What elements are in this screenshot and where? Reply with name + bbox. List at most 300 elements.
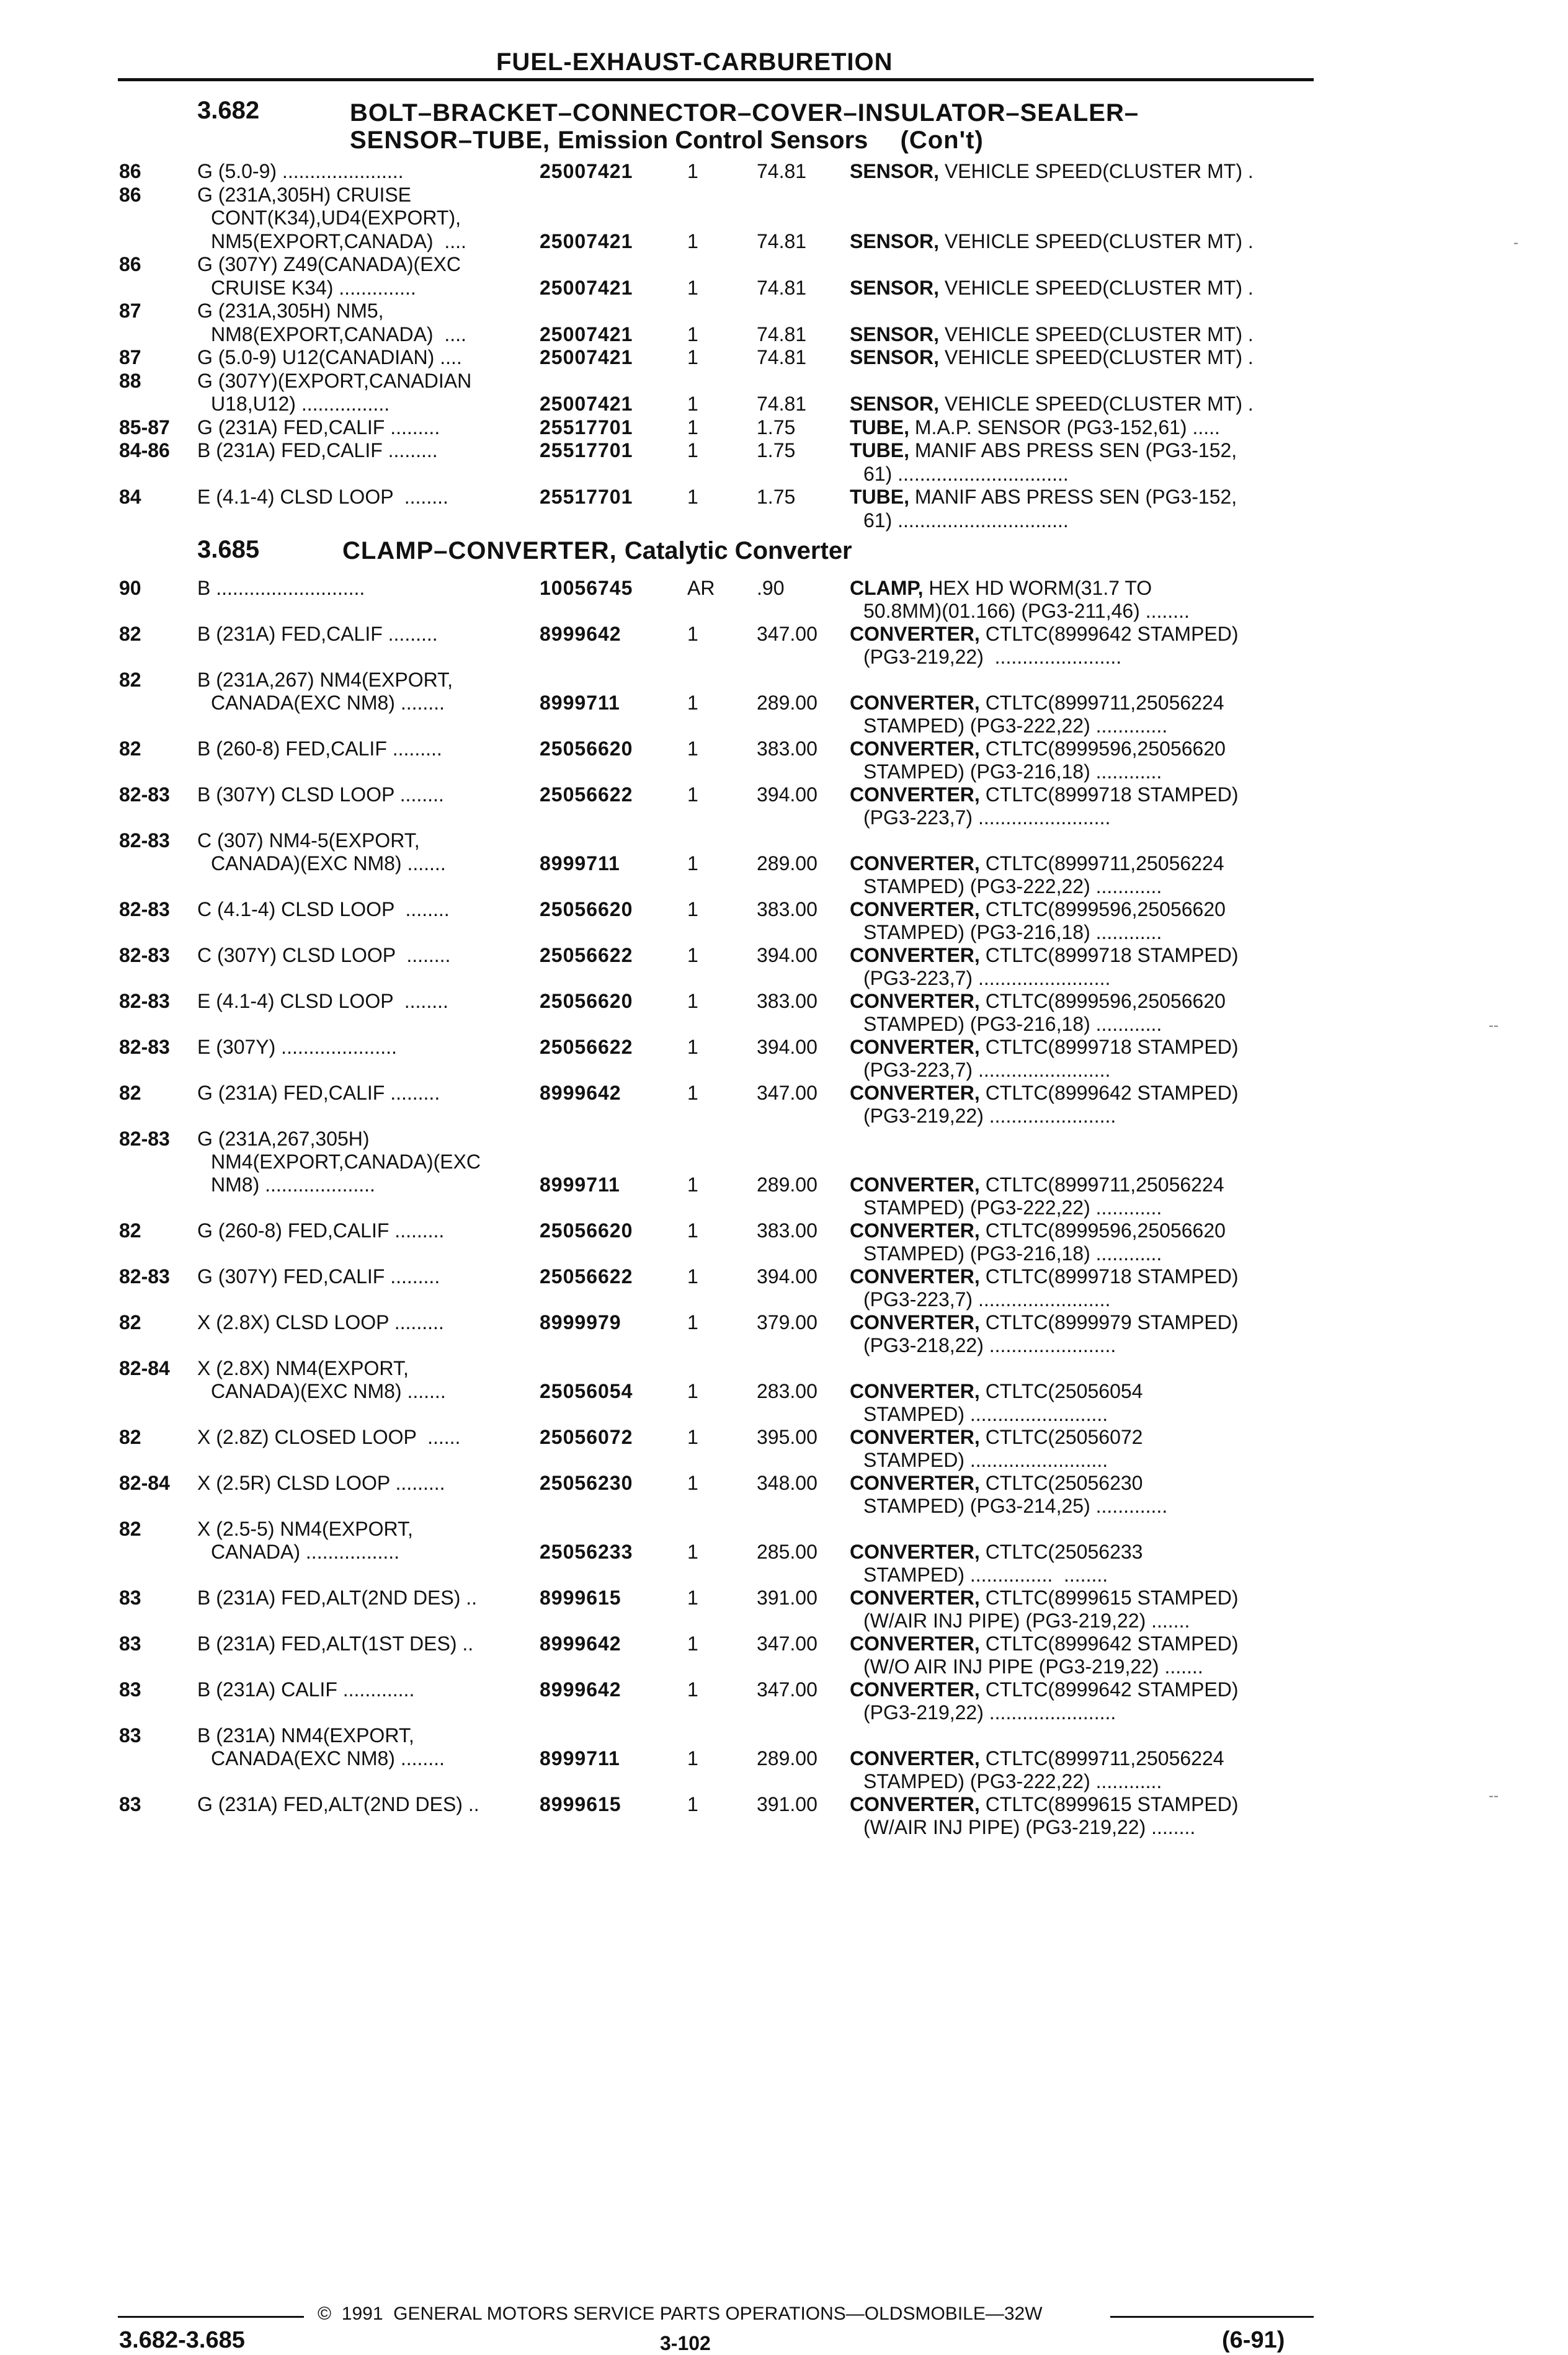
part-name-detail: HEX HD WORM(31.7 TO xyxy=(923,577,1152,599)
price: 383.00 xyxy=(757,990,817,1012)
price: .90 xyxy=(757,577,785,599)
price: 74.81 xyxy=(757,346,807,368)
part-number: 8999642 xyxy=(540,1082,621,1104)
part-name xyxy=(850,416,1220,439)
application-text: B (231A) NM4(EXPORT, xyxy=(197,1724,414,1747)
header-rule xyxy=(118,78,1314,81)
quantity: 1 xyxy=(687,692,698,714)
application-text: B (231A,267) NM4(EXPORT, xyxy=(197,669,453,691)
part-number: 25517701 xyxy=(540,416,633,439)
application-text: C (307) NM4-5(EXPORT, xyxy=(197,829,420,852)
quantity: 1 xyxy=(687,1311,698,1333)
quantity: 1 xyxy=(687,160,698,182)
model-year: 82 xyxy=(119,623,141,645)
part-name-continued: 50.8MM)(01.166) (PG3-211,46) ........ xyxy=(863,600,1190,622)
part-name-continued: STAMPED) (PG3-216,18) ............ xyxy=(863,1013,1162,1035)
price: 383.00 xyxy=(757,737,817,760)
model-year: 83 xyxy=(119,1632,141,1655)
part-name xyxy=(850,623,1239,645)
part-name-keyword: CONVERTER, xyxy=(850,1082,980,1104)
application-text: CONT(K34),UD4(EXPORT), xyxy=(211,207,461,229)
model-year: 82-83 xyxy=(119,1128,170,1150)
quantity: 1 xyxy=(687,737,698,760)
part-number: 25056622 xyxy=(540,1036,633,1058)
price: 289.00 xyxy=(757,852,817,875)
application-text: CANADA)(EXC NM8) ....... xyxy=(211,1380,452,1402)
part-name-continued: (PG3-223,7) ........................ xyxy=(863,967,1111,989)
part-name-continued: (PG3-219,22) ....................... xyxy=(863,1105,1116,1127)
quantity: 1 xyxy=(687,1173,698,1196)
part-name-keyword: CONVERTER, xyxy=(850,944,980,966)
part-name xyxy=(850,1173,1224,1196)
application-text: CANADA(EXC NM8) ........ xyxy=(211,692,450,714)
price: 283.00 xyxy=(757,1380,817,1402)
quantity: 1 xyxy=(687,990,698,1012)
part-number: 25517701 xyxy=(540,439,633,461)
model-year: 82 xyxy=(119,737,141,760)
part-name-keyword: SENSOR, xyxy=(850,393,940,415)
part-name-keyword: CONVERTER, xyxy=(850,737,980,760)
part-number: 8999615 xyxy=(540,1587,621,1609)
application-text: NM8(EXPORT,CANADA) .... xyxy=(211,323,472,345)
price: 391.00 xyxy=(757,1587,817,1609)
part-name xyxy=(850,692,1224,714)
application-text: C (4.1-4) CLSD LOOP ........ xyxy=(197,898,455,920)
model-year: 83 xyxy=(119,1587,141,1609)
part-name-detail: CTLTC(8999642 STAMPED) xyxy=(979,1678,1239,1701)
part-name-detail: CTLTC(8999711,25056224 xyxy=(979,852,1224,875)
price: 74.81 xyxy=(757,229,807,252)
application-text: E (4.1-4) CLSD LOOP ........ xyxy=(197,990,454,1012)
part-name-keyword: SENSOR, xyxy=(850,276,940,299)
part-name-continued: 61) ............................... xyxy=(863,462,1069,485)
model-year: 87 xyxy=(119,300,141,322)
part-name-keyword: CONVERTER, xyxy=(850,1219,980,1242)
application-text: CANADA) ................. xyxy=(211,1541,405,1563)
price: 395.00 xyxy=(757,1426,817,1448)
part-number: 25056622 xyxy=(540,783,633,806)
part-name-keyword: SENSOR, xyxy=(850,323,940,345)
part-name-continued: STAMPED) (PG3-214,25) ............. xyxy=(863,1495,1168,1517)
application-text: B (231A) FED,CALIF ......... xyxy=(197,439,443,461)
part-name xyxy=(850,1472,1143,1494)
section-title xyxy=(350,99,1139,154)
part-name-keyword: CONVERTER, xyxy=(850,1747,980,1770)
part-name xyxy=(850,230,1254,252)
part-number: 25007421 xyxy=(540,393,633,415)
application-text: G (231A) FED,CALIF ......... xyxy=(197,416,446,439)
part-name-continued: (W/AIR INJ PIPE) (PG3-219,22) ........ xyxy=(863,1816,1196,1838)
section-number-2: 3.685 xyxy=(197,536,260,563)
application-text: B (260-8) FED,CALIF ......... xyxy=(197,737,448,760)
quantity: 1 xyxy=(687,393,698,415)
part-name xyxy=(850,393,1254,415)
section-title-2 xyxy=(342,537,852,564)
part-name xyxy=(850,1265,1239,1288)
model-year: 82-83 xyxy=(119,783,170,806)
quantity: 1 xyxy=(687,486,698,508)
application-text: X (2.5-5) NM4(EXPORT, xyxy=(197,1518,413,1540)
model-year: 82-83 xyxy=(119,944,170,966)
application-text: G (260-8) FED,CALIF ......... xyxy=(197,1219,450,1242)
price: 74.81 xyxy=(757,323,807,345)
part-number: 25056054 xyxy=(540,1380,633,1402)
part-name xyxy=(850,898,1226,920)
part-name-continued: STAMPED) (PG3-222,22) ............ xyxy=(863,875,1162,897)
part-name xyxy=(850,277,1254,299)
part-name-detail: CTLTC(8999596,25056620 xyxy=(979,990,1226,1012)
part-name-detail: CTLTC(8999642 STAMPED) xyxy=(979,623,1239,645)
model-year: 83 xyxy=(119,1724,141,1747)
part-name xyxy=(850,1036,1239,1058)
footer-page-number: 3-102 xyxy=(660,2332,711,2354)
price: 379.00 xyxy=(757,1311,817,1333)
part-name xyxy=(850,577,1152,599)
part-name-keyword: CONVERTER, xyxy=(850,990,980,1012)
part-name xyxy=(850,737,1226,760)
price: 1.75 xyxy=(757,439,796,461)
part-name xyxy=(850,346,1254,368)
part-name-detail: CTLTC(8999979 STAMPED) xyxy=(979,1311,1239,1333)
part-number: 25056620 xyxy=(540,1219,633,1242)
quantity: 1 xyxy=(687,1587,698,1609)
price: 289.00 xyxy=(757,1173,817,1196)
part-name-detail: CTLTC(25056054 xyxy=(979,1380,1143,1402)
quantity: 1 xyxy=(687,276,698,299)
part-name-keyword: TUBE, xyxy=(850,416,909,439)
part-number: 8999979 xyxy=(540,1311,621,1333)
part-name-detail: CTLTC(8999615 STAMPED) xyxy=(979,1793,1239,1815)
part-number: 25056620 xyxy=(540,898,633,920)
part-name-keyword: SENSOR, xyxy=(850,160,940,182)
model-year: 86 xyxy=(119,183,141,206)
part-name-continued: STAMPED) (PG3-216,18) ............ xyxy=(863,1242,1162,1265)
quantity: 1 xyxy=(687,783,698,806)
part-name-detail: CTLTC(8999711,25056224 xyxy=(979,1747,1224,1770)
quantity: 1 xyxy=(687,416,698,439)
price: 347.00 xyxy=(757,1082,817,1104)
part-name-keyword: CONVERTER, xyxy=(850,852,980,875)
part-name-continued: (PG3-219,22) ....................... xyxy=(863,1701,1116,1724)
application-text: X (2.5R) CLSD LOOP ......... xyxy=(197,1472,451,1494)
quantity: 1 xyxy=(687,1541,698,1563)
price: 394.00 xyxy=(757,1265,817,1288)
price: 289.00 xyxy=(757,1747,817,1770)
part-name-detail: CTLTC(8999711,25056224 xyxy=(979,1173,1224,1196)
price: 348.00 xyxy=(757,1472,817,1494)
part-name-detail: MANIF ABS PRESS SEN (PG3-152, xyxy=(909,486,1237,508)
part-name xyxy=(850,160,1254,182)
part-name-continued: (W/O AIR INJ PIPE (PG3-219,22) ....... xyxy=(863,1655,1203,1678)
part-number: 8999711 xyxy=(540,1173,620,1196)
part-number: 8999711 xyxy=(540,1747,620,1770)
model-year: 86 xyxy=(119,160,141,182)
price: 394.00 xyxy=(757,783,817,806)
part-number: 8999642 xyxy=(540,1632,621,1655)
model-year: 82-84 xyxy=(119,1357,170,1379)
part-name-continued: 61) ............................... xyxy=(863,509,1069,532)
quantity: 1 xyxy=(687,1380,698,1402)
quantity: 1 xyxy=(687,1426,698,1448)
part-name-continued: STAMPED) (PG3-216,18) ............ xyxy=(863,760,1162,783)
application-text: G (307Y) Z49(CANADA)(EXC xyxy=(197,253,461,275)
part-number: 25056620 xyxy=(540,737,633,760)
part-name-detail: MANIF ABS PRESS SEN (PG3-152, xyxy=(909,439,1237,461)
part-name-detail: CTLTC(8999718 STAMPED) xyxy=(979,1036,1239,1058)
part-number: 25007421 xyxy=(540,160,633,182)
part-name xyxy=(850,1219,1226,1242)
application-text: X (2.8Z) CLOSED LOOP ...... xyxy=(197,1426,466,1448)
model-year: 87 xyxy=(119,346,141,368)
part-name-keyword: CLAMP, xyxy=(850,577,924,599)
model-year: 82-83 xyxy=(119,898,170,920)
footer-section-range: 3.682-3.685 xyxy=(119,2327,245,2353)
price: 383.00 xyxy=(757,898,817,920)
part-name-detail: CTLTC(8999711,25056224 xyxy=(979,692,1224,714)
application-text: G (5.0-9) U12(CANADIAN) .... xyxy=(197,346,468,368)
part-name xyxy=(850,944,1239,966)
part-name-continued: STAMPED) ......................... xyxy=(863,1403,1108,1425)
application-text: X (2.8X) NM4(EXPORT, xyxy=(197,1357,409,1379)
part-name-keyword: CONVERTER, xyxy=(850,1380,980,1402)
application-text: G (231A) FED,CALIF ......... xyxy=(197,1082,446,1104)
part-number: 25517701 xyxy=(540,486,633,508)
part-name-detail: CTLTC(8999596,25056620 xyxy=(979,1219,1226,1242)
part-number: 25056622 xyxy=(540,944,633,966)
page-header: FUEL-EXHAUST-CARBURETION xyxy=(496,48,893,76)
part-name-detail: CTLTC(25056230 xyxy=(979,1472,1143,1494)
quantity: 1 xyxy=(687,1747,698,1770)
part-number: 25056072 xyxy=(540,1426,633,1448)
part-name-keyword: CONVERTER, xyxy=(850,898,980,920)
part-name-detail: CTLTC(8999615 STAMPED) xyxy=(979,1587,1239,1609)
part-number: 10056745 xyxy=(540,577,633,599)
part-name xyxy=(850,1793,1239,1815)
quantity: 1 xyxy=(687,1793,698,1815)
part-name xyxy=(850,1587,1239,1609)
application-text: G (307Y)(EXPORT,CANADIAN xyxy=(197,369,472,392)
application-text: B (231A) FED,CALIF ......... xyxy=(197,623,443,645)
quantity: 1 xyxy=(687,1082,698,1104)
part-name xyxy=(850,323,1254,345)
part-number: 25056622 xyxy=(540,1265,633,1288)
price: 1.75 xyxy=(757,486,796,508)
quantity: 1 xyxy=(687,1472,698,1494)
model-year: 82 xyxy=(119,1518,141,1540)
model-year: 82-84 xyxy=(119,1472,170,1494)
part-name xyxy=(850,439,1237,461)
part-name-continued: (PG3-223,7) ........................ xyxy=(863,1288,1111,1311)
quantity: 1 xyxy=(687,1036,698,1058)
application-text: B (231A) FED,ALT(1ST DES) .. xyxy=(197,1632,479,1655)
part-number: 8999642 xyxy=(540,623,621,645)
part-number: 8999711 xyxy=(540,692,620,714)
part-number: 8999642 xyxy=(540,1678,621,1701)
quantity: 1 xyxy=(687,323,698,345)
model-year: 82 xyxy=(119,1311,141,1333)
application-text: G (307Y) FED,CALIF ......... xyxy=(197,1265,446,1288)
application-text: CRUISE K34) .............. xyxy=(211,276,422,299)
application-text: B (307Y) CLSD LOOP ........ xyxy=(197,783,450,806)
section-number: 3.682 xyxy=(197,97,260,124)
model-year: 83 xyxy=(119,1793,141,1815)
price: 383.00 xyxy=(757,1219,817,1242)
part-name-keyword: CONVERTER, xyxy=(850,623,980,645)
model-year: 82-83 xyxy=(119,829,170,852)
part-name-keyword: CONVERTER, xyxy=(850,1311,980,1333)
part-name-continued: STAMPED) ............... ........ xyxy=(863,1564,1108,1586)
part-name xyxy=(850,1541,1143,1563)
model-year: 82-83 xyxy=(119,1265,170,1288)
part-name xyxy=(850,852,1224,875)
section-title-line1: BOLT–BRACKET–CONNECTOR–COVER–INSULATOR–SEALER– xyxy=(350,99,1139,127)
part-name-keyword: CONVERTER, xyxy=(850,1472,980,1494)
application-text: B (231A) CALIF ............. xyxy=(197,1678,421,1701)
part-number: 25007421 xyxy=(540,229,633,252)
price: 74.81 xyxy=(757,393,807,415)
part-name-keyword: CONVERTER, xyxy=(850,1587,980,1609)
part-name-detail: CTLTC(25056233 xyxy=(979,1541,1143,1563)
part-number: 25056233 xyxy=(540,1541,633,1563)
part-name-keyword: CONVERTER, xyxy=(850,783,980,806)
section-title-2-sub: Catalytic Converter xyxy=(624,537,852,564)
application-text: G (5.0-9) ...................... xyxy=(197,160,409,182)
price: 347.00 xyxy=(757,1678,817,1701)
part-name-detail: VEHICLE SPEED(CLUSTER MT) . xyxy=(939,346,1254,368)
quantity: 1 xyxy=(687,623,698,645)
part-name-keyword: CONVERTER, xyxy=(850,1678,980,1701)
part-name xyxy=(850,1082,1239,1104)
quantity: 1 xyxy=(687,439,698,461)
application-text: E (4.1-4) CLSD LOOP ........ xyxy=(197,486,454,508)
part-name-keyword: CONVERTER, xyxy=(850,692,980,714)
part-name-continued: (PG3-219,22) ....................... xyxy=(863,646,1122,668)
part-name xyxy=(850,1311,1239,1333)
price: 74.81 xyxy=(757,276,807,299)
margin-mark: -- xyxy=(1489,1787,1499,1804)
model-year: 82-83 xyxy=(119,1036,170,1058)
part-number: 25056230 xyxy=(540,1472,633,1494)
price: 394.00 xyxy=(757,1036,817,1058)
part-name-keyword: SENSOR, xyxy=(850,229,940,252)
application-text: CANADA(EXC NM8) ........ xyxy=(211,1747,450,1770)
part-name-keyword: CONVERTER, xyxy=(850,1426,980,1448)
application-text: G (231A,267,305H) xyxy=(197,1128,370,1150)
part-name-detail: CTLTC(8999718 STAMPED) xyxy=(979,1265,1239,1288)
price: 1.75 xyxy=(757,416,796,439)
footer-rule-left xyxy=(118,2316,304,2318)
part-name-continued: (W/AIR INJ PIPE) (PG3-219,22) ....... xyxy=(863,1609,1190,1632)
part-number: 25007421 xyxy=(540,323,633,345)
quantity: 1 xyxy=(687,346,698,368)
part-name-keyword: TUBE, xyxy=(850,486,909,508)
quantity: 1 xyxy=(687,1678,698,1701)
part-name xyxy=(850,1747,1224,1770)
part-name-continued: STAMPED) ......................... xyxy=(863,1449,1108,1471)
footer-date: (6-91) xyxy=(1222,2327,1285,2353)
footer-rule-right xyxy=(1110,2316,1314,2318)
application-text: U18,U12) ................ xyxy=(211,393,395,415)
part-name-continued: STAMPED) (PG3-222,22) ............ xyxy=(863,1770,1162,1792)
part-name-keyword: CONVERTER, xyxy=(850,1793,980,1815)
part-name xyxy=(850,990,1226,1012)
price: 347.00 xyxy=(757,623,817,645)
part-name-continued: (PG3-223,7) ........................ xyxy=(863,1059,1111,1081)
quantity: 1 xyxy=(687,1219,698,1242)
model-year: 82 xyxy=(119,1219,141,1242)
footer-copyright: © 1991 GENERAL MOTORS SERVICE PARTS OPERATIONS—OLDSMOBILE—32W xyxy=(318,2304,1043,2324)
margin-mark: - xyxy=(1513,234,1518,251)
quantity: AR xyxy=(687,577,715,599)
application-text: G (231A) FED,ALT(2ND DES) .. xyxy=(197,1793,485,1815)
part-name-detail: CTLTC(8999596,25056620 xyxy=(979,898,1226,920)
price: 394.00 xyxy=(757,944,817,966)
part-name-continued: STAMPED) (PG3-222,22) ............. xyxy=(863,715,1168,737)
part-name-keyword: CONVERTER, xyxy=(850,1173,980,1196)
application-text: E (307Y) ..................... xyxy=(197,1036,403,1058)
quantity: 1 xyxy=(687,1632,698,1655)
model-year: 82 xyxy=(119,1426,141,1448)
part-name-detail: CTLTC(8999596,25056620 xyxy=(979,737,1226,760)
part-name xyxy=(850,1678,1239,1701)
part-name xyxy=(850,1632,1239,1655)
part-name-keyword: SENSOR, xyxy=(850,346,940,368)
part-name-detail: CTLTC(25056072 xyxy=(979,1426,1143,1448)
part-name-detail: VEHICLE SPEED(CLUSTER MT) . xyxy=(939,393,1254,415)
section-title-2-main: CLAMP–CONVERTER, xyxy=(342,537,617,564)
model-year: 82 xyxy=(119,1082,141,1104)
part-name-keyword: CONVERTER, xyxy=(850,1036,980,1058)
model-year: 83 xyxy=(119,1678,141,1701)
part-number: 25007421 xyxy=(540,276,633,299)
application-text: NM5(EXPORT,CANADA) .... xyxy=(211,229,472,252)
application-text: NM4(EXPORT,CANADA)(EXC xyxy=(211,1151,481,1173)
part-number: 8999711 xyxy=(540,852,620,875)
model-year: 86 xyxy=(119,253,141,275)
model-year: 84-86 xyxy=(119,439,170,461)
price: 74.81 xyxy=(757,160,807,182)
section-title-line2 xyxy=(350,127,1139,154)
part-name-continued: (PG3-223,7) ........................ xyxy=(863,806,1111,829)
model-year: 90 xyxy=(119,577,141,599)
part-number: 25056620 xyxy=(540,990,633,1012)
quantity: 1 xyxy=(687,852,698,875)
quantity: 1 xyxy=(687,1265,698,1288)
part-number: 25007421 xyxy=(540,346,633,368)
part-name-continued: STAMPED) (PG3-216,18) ............ xyxy=(863,921,1162,943)
part-name-detail: M.A.P. SENSOR (PG3-152,61) ..... xyxy=(909,416,1220,439)
price: 285.00 xyxy=(757,1541,817,1563)
model-year: 84 xyxy=(119,486,141,508)
part-name-detail: VEHICLE SPEED(CLUSTER MT) . xyxy=(939,160,1254,182)
part-name xyxy=(850,1380,1143,1402)
price: 347.00 xyxy=(757,1632,817,1655)
model-year: 82 xyxy=(119,669,141,691)
application-text: NM8) .................... xyxy=(211,1173,381,1196)
application-text: B (231A) FED,ALT(2ND DES) .. xyxy=(197,1587,483,1609)
application-text: CANADA)(EXC NM8) ....... xyxy=(211,852,452,875)
section-title-main: SENSOR–TUBE, xyxy=(350,127,551,154)
part-name-keyword: CONVERTER, xyxy=(850,1541,980,1563)
part-name-detail: CTLTC(8999642 STAMPED) xyxy=(979,1632,1239,1655)
part-name xyxy=(850,1426,1143,1448)
part-name-detail: VEHICLE SPEED(CLUSTER MT) . xyxy=(939,229,1254,252)
application-text: G (231A,305H) NM5, xyxy=(197,300,384,322)
part-name-keyword: CONVERTER, xyxy=(850,1632,980,1655)
part-name-keyword: TUBE, xyxy=(850,439,909,461)
section-title-sub: Emission Control Sensors xyxy=(558,127,868,154)
application-text: G (231A,305H) CRUISE xyxy=(197,183,412,206)
